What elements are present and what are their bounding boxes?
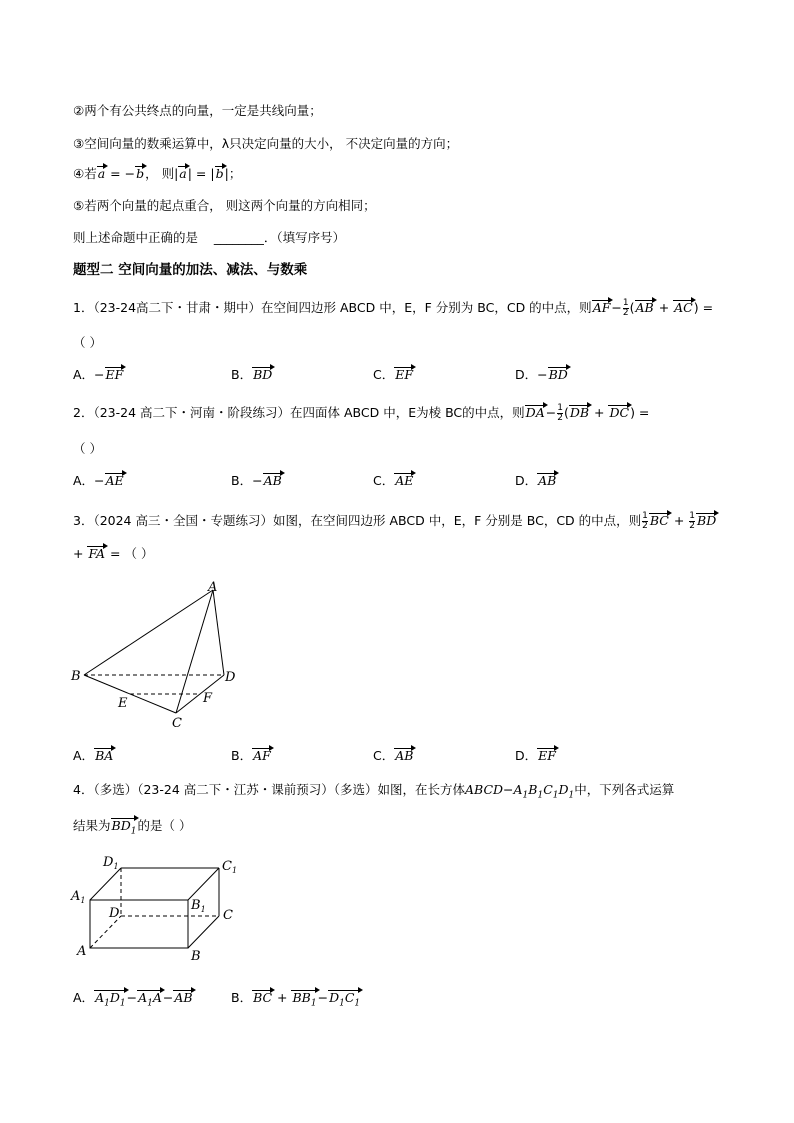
q1-option-b[interactable]: B．BD (231, 367, 273, 382)
cuboid-figure (70, 850, 250, 965)
q3-option-b[interactable]: B．AF (231, 748, 271, 763)
q1-option-d[interactable]: D．−BD (515, 367, 568, 382)
label-a-cuboid: A (77, 944, 87, 959)
answer-blank[interactable]: ________ (213, 230, 264, 245)
question-1-paren: （ ） (73, 335, 102, 350)
question-1-stem: 1．（23-24高二下・甘肃・期中）在空间四边形 ABCD 中，E，F 分别为 BC，CD 的中点，则AF− $\frac{1}{2}$ (AB + AC) = (73, 298, 714, 318)
question-3-stem: 3．（2024 高三・全国・专题练习）如图，在空间四边形 ABCD 中，E，F 分别是 BC，CD 的中点，则 $\frac{1}{2}$ BC + $\frac{1}{2}$ BD (73, 511, 717, 531)
label-b: B (71, 669, 81, 684)
label-d: D (225, 670, 236, 685)
label-c-cuboid: C (223, 908, 233, 923)
q2-option-d[interactable]: D．AB (515, 473, 557, 488)
question-2-stem: 2．（23-24 高二下・河南・阶段练习）在四面体 ABCD 中，E为棱 BC的中点，则DA− $\frac{1}{2}$ (DB + DC) = (73, 403, 650, 423)
q4-option-b[interactable]: B．BC + $BB_1-D_1C_1$ (231, 990, 361, 1009)
question-4-stem-2: 结果为$BD_1$的是（ ） (73, 818, 192, 837)
label-e: E (118, 696, 128, 711)
question-2-paren: （ ） (73, 441, 102, 456)
q3-option-c[interactable]: C．AB (373, 748, 414, 763)
statement-4: ④若a = −b， 则|a| = |b|； (73, 166, 242, 181)
label-b1: $B_1$ (191, 898, 206, 914)
label-c1: $C_1$ (222, 859, 238, 875)
q3-option-a[interactable]: A．BA (73, 748, 114, 763)
question-3-stem-2: + FA = （ ） (73, 546, 154, 561)
question-4-stem: 4．（多选）（23-24 高二下・江苏・课前预习）（多选）如图，在长方体$ABCD-A_1B_1C_1D_1$中，下列各式运算 (73, 782, 675, 801)
q1-option-c[interactable]: C．EF (373, 367, 414, 382)
label-a1: $A_1$ (71, 889, 86, 905)
q4-option-a[interactable]: A．$A_1D_1-A_1A-AB$ (73, 990, 193, 1009)
q2-option-a[interactable]: A．−AE (73, 473, 124, 488)
conclusion: 则上述命题中正确的是 ________．（填写序号） (73, 230, 346, 245)
label-d1: $D_1$ (103, 855, 119, 871)
label-a: A (208, 580, 218, 595)
label-f: F (203, 691, 213, 706)
statement-2: ②两个有公共终点的向量，一定是共线向量； (73, 103, 322, 118)
section-heading: 题型二 空间向量的加法、减法、与数乘 (73, 262, 308, 278)
label-b-cuboid: B (191, 949, 201, 964)
label-d-cuboid: D (109, 906, 120, 921)
statement-3: ③空间向量的数乘运算中，λ只决定向量的大小， 不决定向量的方向； (73, 136, 459, 151)
tetrahedron-figure (68, 575, 248, 735)
statement-5: ⑤若两个向量的起点重合， 则这两个向量的方向相同； (73, 198, 376, 213)
label-c: C (172, 716, 182, 731)
q1-option-a[interactable]: A．−EF (73, 367, 124, 382)
q2-option-b[interactable]: B．−AB (231, 473, 282, 488)
q3-option-d[interactable]: D．EF (515, 748, 556, 763)
q2-option-c[interactable]: C．AE (373, 473, 414, 488)
